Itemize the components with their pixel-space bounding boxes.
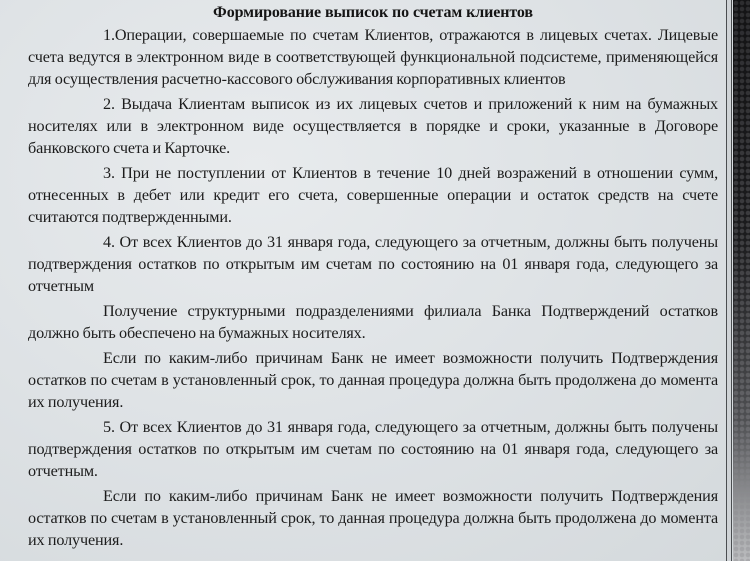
- paragraph-8: Если по каким-либо причинам Банк не имеет возможности получить Подтверждения остатков по счетам в установленный срок, то данная процедура должна быть продолжена до момента их получения.: [28, 487, 718, 549]
- edge-double-line: [726, 0, 732, 561]
- paragraph-6: Если по каким-либо причинам Банк не имеет возможности получить Подтверждения остатков по счетам в установленный срок, то данная процедура должна быть продолжена до момента их получения.: [28, 349, 718, 411]
- paragraph-3: 3. При не поступлении от Клиентов в течение 10 дней возражений в отношении сумм, отнесенных в дебет или кредит его счета, совершенные операции и остаток средств на счете считаются подтвержденными.: [28, 164, 718, 226]
- paragraph-4: 4. От всех Клиентов до 31 января года, следующего за отчетным, должны быть получены подтверждения остатков по открытым им счетам по состоянию на 01 января года, следующего за отчетным: [28, 233, 718, 295]
- paragraph-1: 1.Операции, совершаемые по счетам Клиентов, отражаются в лицевых счетах. Лицевые счета ведутся в электронном виде в соответствующей функциональной подсистеме, применяющейся для осуществления расчетно-кассового обслуживания корпоративных клиентов: [28, 26, 718, 88]
- paragraph-2: 2. Выдача Клиентам выписок из их лицевых счетов и приложений к ним на бумажных носителях или в электронном виде осуществляется в порядке и сроки, указанные в Договоре банковского счета и Карточке.: [28, 95, 718, 157]
- paragraph-5: Получение структурными подразделениями филиала Банка Подтверждений остатков должно быть обеспечено на бумажных носителях.: [28, 302, 718, 342]
- texture-fade-overlay: [733, 0, 750, 561]
- document-body: [28, 0, 718, 551]
- paragraph-7: 5. От всех Клиентов до 31 января года, следующего за отчетным, должны быть получены подтверждения остатков по открытым им счетам по состоянию на 01 января года, следующего за отчетным.: [28, 418, 718, 480]
- document-title: Формирование выписок по счетам клиентов: [213, 4, 533, 21]
